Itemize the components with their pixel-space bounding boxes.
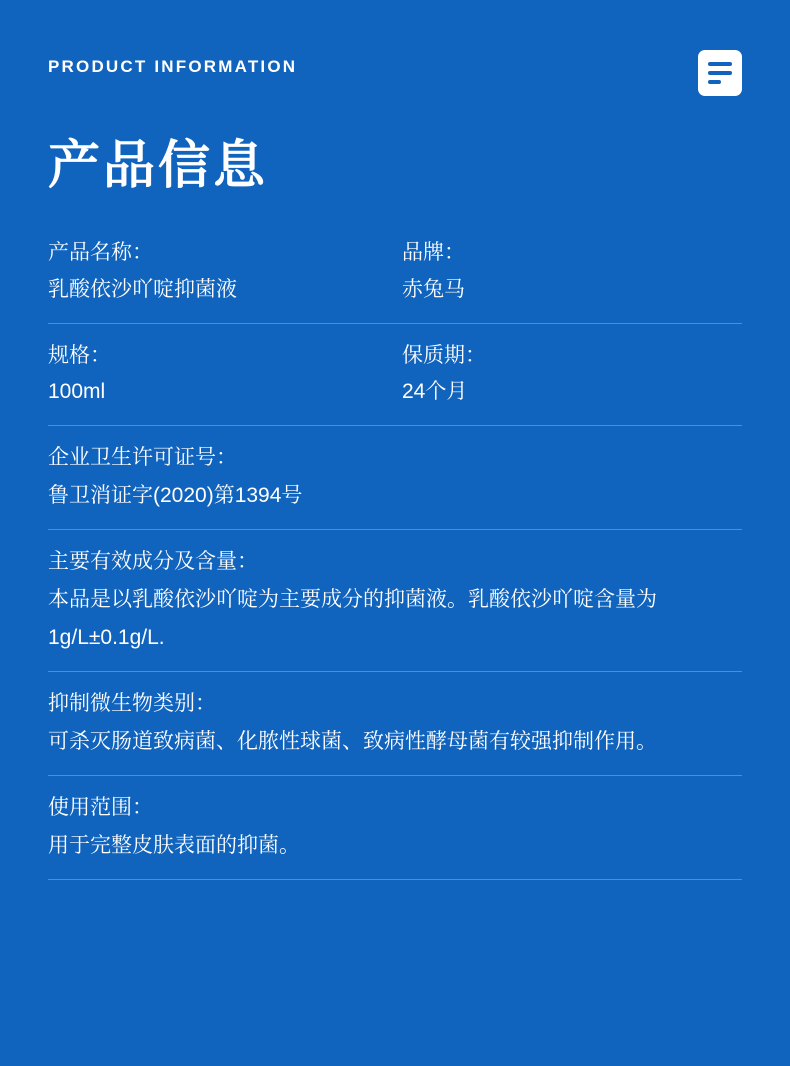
- page-title: 产品信息: [48, 137, 269, 195]
- eyebrow-label: PRODUCT INFORMATION: [48, 57, 298, 76]
- info-field-product-name: [48, 235, 388, 309]
- usage-scope-value: 用于完整皮肤表面的抑菌。: [48, 834, 300, 858]
- info-field-brand: [388, 235, 742, 309]
- ingredients-label: 主要有效成分及含量：: [48, 550, 258, 574]
- page-header: [48, 0, 742, 96]
- document-lines-icon: [698, 50, 742, 96]
- shelf-life-label: 保质期：: [402, 343, 486, 367]
- spec-value: 100ml: [48, 380, 106, 404]
- info-row-license: [48, 426, 742, 530]
- info-field-shelf-life: [388, 338, 742, 412]
- microbes-value: 可杀灭肠道致病菌、化脓性球菌、致病性酵母菌有较强抑制作用。: [48, 730, 657, 754]
- microbes-label: 抑制微生物类别：: [48, 692, 216, 716]
- info-field-spec: [48, 338, 388, 412]
- license-label: 企业卫生许可证号：: [48, 446, 237, 470]
- brand-label: 品牌：: [402, 241, 465, 265]
- info-row-name-brand: [48, 229, 742, 324]
- license-value: 鲁卫消证字(2020)第1394号: [48, 483, 303, 507]
- ingredients-value: 本品是以乳酸依沙吖啶为主要成分的抑菌液。乳酸依沙吖啶含量为1g/L±0.1g/L.: [48, 587, 657, 650]
- info-row-ingredients: [48, 530, 742, 672]
- info-row-spec-shelflife: [48, 324, 742, 427]
- info-row-usage-scope: [48, 776, 742, 880]
- product-name-value: 乳酸依沙吖啶抑菌液: [48, 277, 237, 301]
- product-info-list: [48, 229, 742, 880]
- usage-scope-label: 使用范围：: [48, 796, 153, 820]
- info-row-microbes: [48, 672, 742, 776]
- spec-label: 规格：: [48, 343, 111, 367]
- product-name-label: 产品名称：: [48, 241, 153, 265]
- brand-value: 赤兔马: [402, 277, 465, 301]
- shelf-life-value: 24个月: [402, 380, 468, 404]
